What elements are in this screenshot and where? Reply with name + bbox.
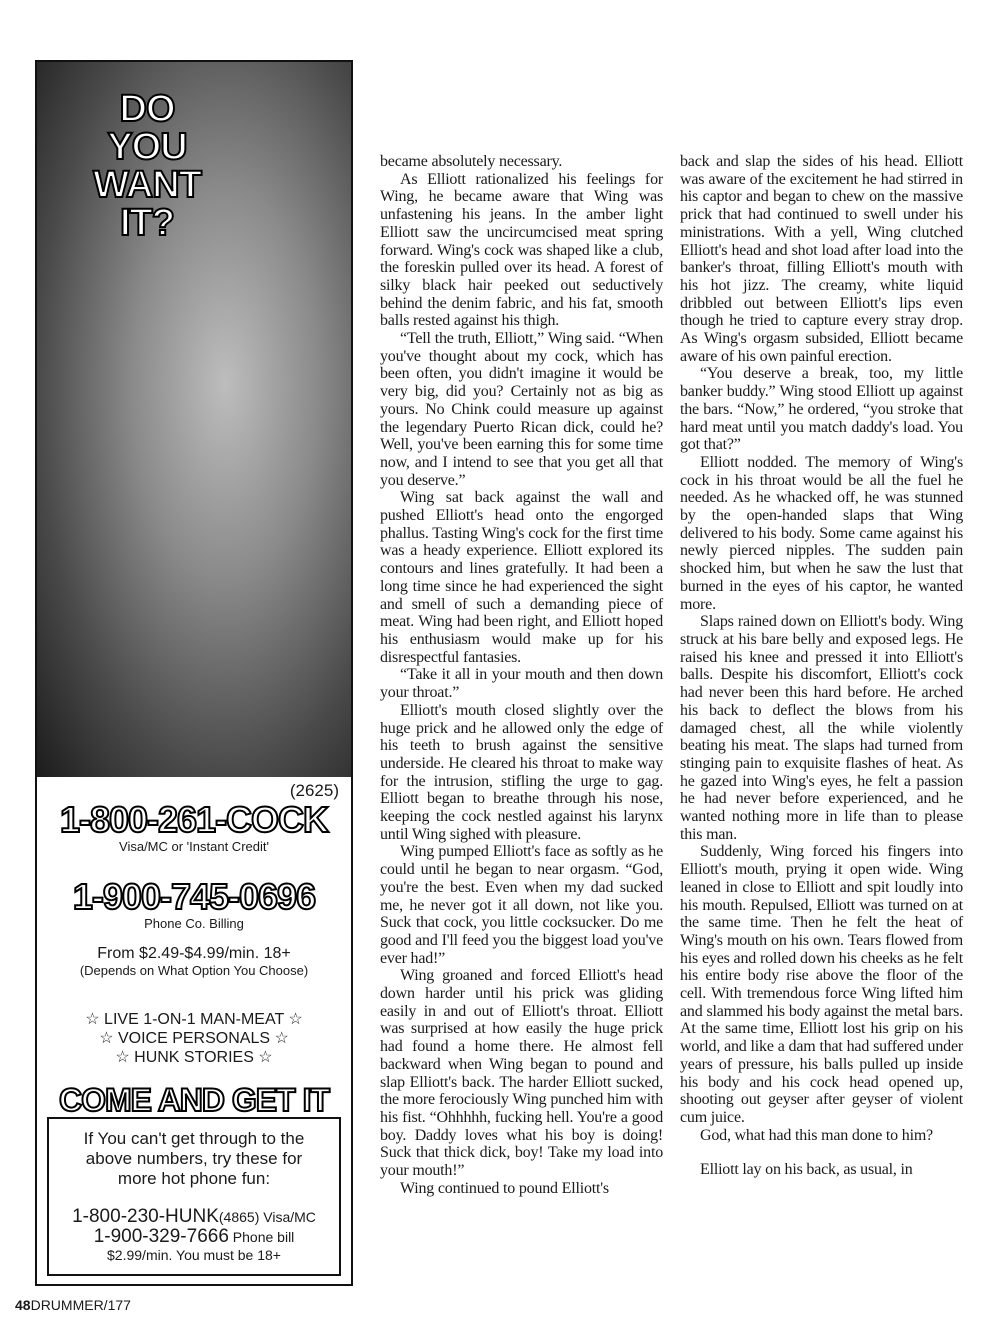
phone-line-advertisement [35,60,353,1286]
paragraph: God, what had this man done to him? [700,1126,933,1144]
box-intro: If You can't get through to the above numbers, try these for more hot phone fun: [83,1129,305,1188]
page-footer [15,1297,131,1313]
phone-number-2-note: Phone Co. Billing [144,916,244,931]
ad-phone-info [37,777,351,1119]
ad-features [37,1010,351,1067]
alt-number-2-note: Phone bill [228,1229,295,1245]
alt-number-1: 1-800-230-HUNK [72,1206,219,1227]
paragraph: Wing sat back against the wall and pushed Elliott's head onto the engorged phallus. Tasting Wing's cock for the first time was a heady experience. Elliott explored its contours and lines gratefully. It had been a long time since he had experienced the sight and smell of such a demanding piece of meat. Wing had been right, and Elliott hoped his enthusiasm would make up for his disrespectful fantasies. [380,489,663,666]
paragraph: “Tell the truth, Elliott,” Wing said. “When you've thought about my cock, which has been often, you didn't imagine it would be very big, did you? Certainly not as big as yours. No Chink could measure up against the legendary Puerto Rican dick, could he? Well, you've been earning this for some time now, and I intend to see that you get all that you deserve.” [380,330,663,489]
alt-price: $2.99/min. You must be 18+ [107,1247,281,1263]
ad-headline [82,90,212,242]
paragraph: Wing groaned and forced Elliott's head down harder until his prick was gliding easily in and out of Elliott's throat. Elliott was surprised at how easily the huge prick had found a home there. He almost fell backward when Wing began to pound and slap Elliott's back. The harder Elliott sucked, the more ferociously Wing punched him with his fist. “Ohhhhh, fucking hell. You're a good boy. Daddy loves what his boy is doing! Suck that thick dick, boy! Take my load into your mouth!” [380,967,663,1180]
paragraph: Suddenly, Wing forced his fingers into Elliott's mouth, prying it open wide. Wing leaned in close to Elliott and spit loudly into his mouth. Repulsed, Elliott was turned on at the same time. Then he felt the heat of Wing's mouth on his own. Tears flowed from his eyes and rolled down his cheeks as he felt his entire body rise above the floor of the cell. With tremendous force Wing lifted him and slammed his body against the metal bars. At the same time, Elliott lost his grip on his world, and like a dam that had suffered under years of pressure, his balls pulled up inside his body and his cock head opened up, shooting out geyser after geyser of violent cum juice. [680,843,963,1126]
headline-line: WANT [93,164,201,206]
alt-number-1-note: (4865) Visa/MC [218,1209,316,1225]
article-column-1 [380,153,663,1197]
phone-number-1-note: Visa/MC or 'Instant Credit' [119,839,269,854]
paragraph: Elliott nodded. The memory of Wing's cock in his throat would be all the fuel he needed. As he whacked off, he was stunned by the open-handed slaps that Wing delivered to his body. Some came against his newly pierced nipples. The sudden pain shocked him, but when he saw the lust that burned in the eyes of his captor, he wanted more. [680,453,963,613]
ad-slogan: COME AND GET IT [58,1082,330,1118]
paragraph: back and slap the sides of his head. Elliott was aware of the excitement he had stirred in his captor and began to chew on the massive prick that had continued to swell under his ministrations. With a yell, Wing clutched Elliott's head and shot load after load into the banker's throat, filling Elliott's mouth with his hot jizz. The creamy, white liquid dribbled out between Elliott's lips even though he tried to capture every stray drop. As Wing's orgasm subsided, Elliott became aware of his own painful erection. [680,153,963,365]
magazine-issue: DRUMMER/177 [30,1297,131,1313]
page-number: 48 [15,1297,31,1313]
paragraph: Wing pumped Elliott's face as softly as he could until he began to near orgasm. “God, you're the best. Even when my dad sucked me, he never got it all down, not like you. Suck that cock, you little cocksucker. Do me good and I'll feed you the biggest load you've ever had!” [380,843,663,967]
ad-feature: ☆ LIVE 1-ON-1 MAN-MEAT ☆ [85,1011,303,1028]
paragraph: “Take it all in your mouth and then down your throat.” [380,666,663,702]
phone-number-2: 1-900-745-0696 [72,876,316,917]
article-column-2 [680,153,963,1179]
paragraph: Slaps rained down on Elliott's body. Wing struck at his bare belly and exposed legs. He raised his knee and pressed it into Elliott's balls. Despite his discomfort, Elliott's cock had never been this hard before. He arched his back to deflect the blows from his damaged chest, all the while violently beating his meat. The slaps had turned from stinging pain to exquisite flashes of heat. As he gazed into Wing's eyes, he felt a passion he had never before experienced, and he wanted nothing more in life than to please this man. [680,613,963,843]
headline-line: IT? [120,202,174,244]
ad-code: (2625) [289,781,339,800]
alt-number-2: 1-900-329-7666 [93,1226,229,1247]
paragraph: Elliott lay on his back, as usual, in [700,1161,913,1179]
ad-feature: ☆ VOICE PERSONALS ☆ [99,1030,289,1047]
paragraph: became absolutely necessary. [380,153,563,170]
paragraph: As Elliott rationalized his feelings for Wing, he became aware that Wing was unfastening his jeans. In the amber light Elliott saw the uncircumcised meat spring forward. Wing's cock was shaped like a club, the foreskin pulled over its head. A forest of silky black hair peeked out seductively behind the denim fabric, and his fat, smooth balls rested against his thigh. [380,170,663,330]
ad-feature: ☆ HUNK STORIES ☆ [115,1049,273,1066]
ad-price: From $2.49-$4.99/min. 18+ [97,945,291,962]
paragraph: Wing continued to pound Elliott's [400,1179,609,1197]
headline-line: YOU [107,126,187,168]
headline-line: DO [119,88,175,130]
ad-photo [37,62,351,777]
ad-alternate-numbers-box [47,1117,341,1276]
paragraph: Elliott's mouth closed slightly over the huge prick and he allowed only the edge of his teeth to brush against the sensitive underside. He cleared his throat to make way for the intrusion, stifling the urge to gag. Elliott began to breathe through his nose, keeping the cock nestled against his larynx until Wing sighed with pleasure. [380,701,663,843]
paragraph: “You deserve a break, too, my little banker buddy.” Wing stood Elliott up against the bars. “Now,” he ordered, “you stroke that hard meat until you match daddy's load. You got that?” [680,365,963,454]
ad-price-note: (Depends on What Option You Choose) [79,963,309,978]
phone-number-1: 1-800-261-COCK [59,799,329,840]
